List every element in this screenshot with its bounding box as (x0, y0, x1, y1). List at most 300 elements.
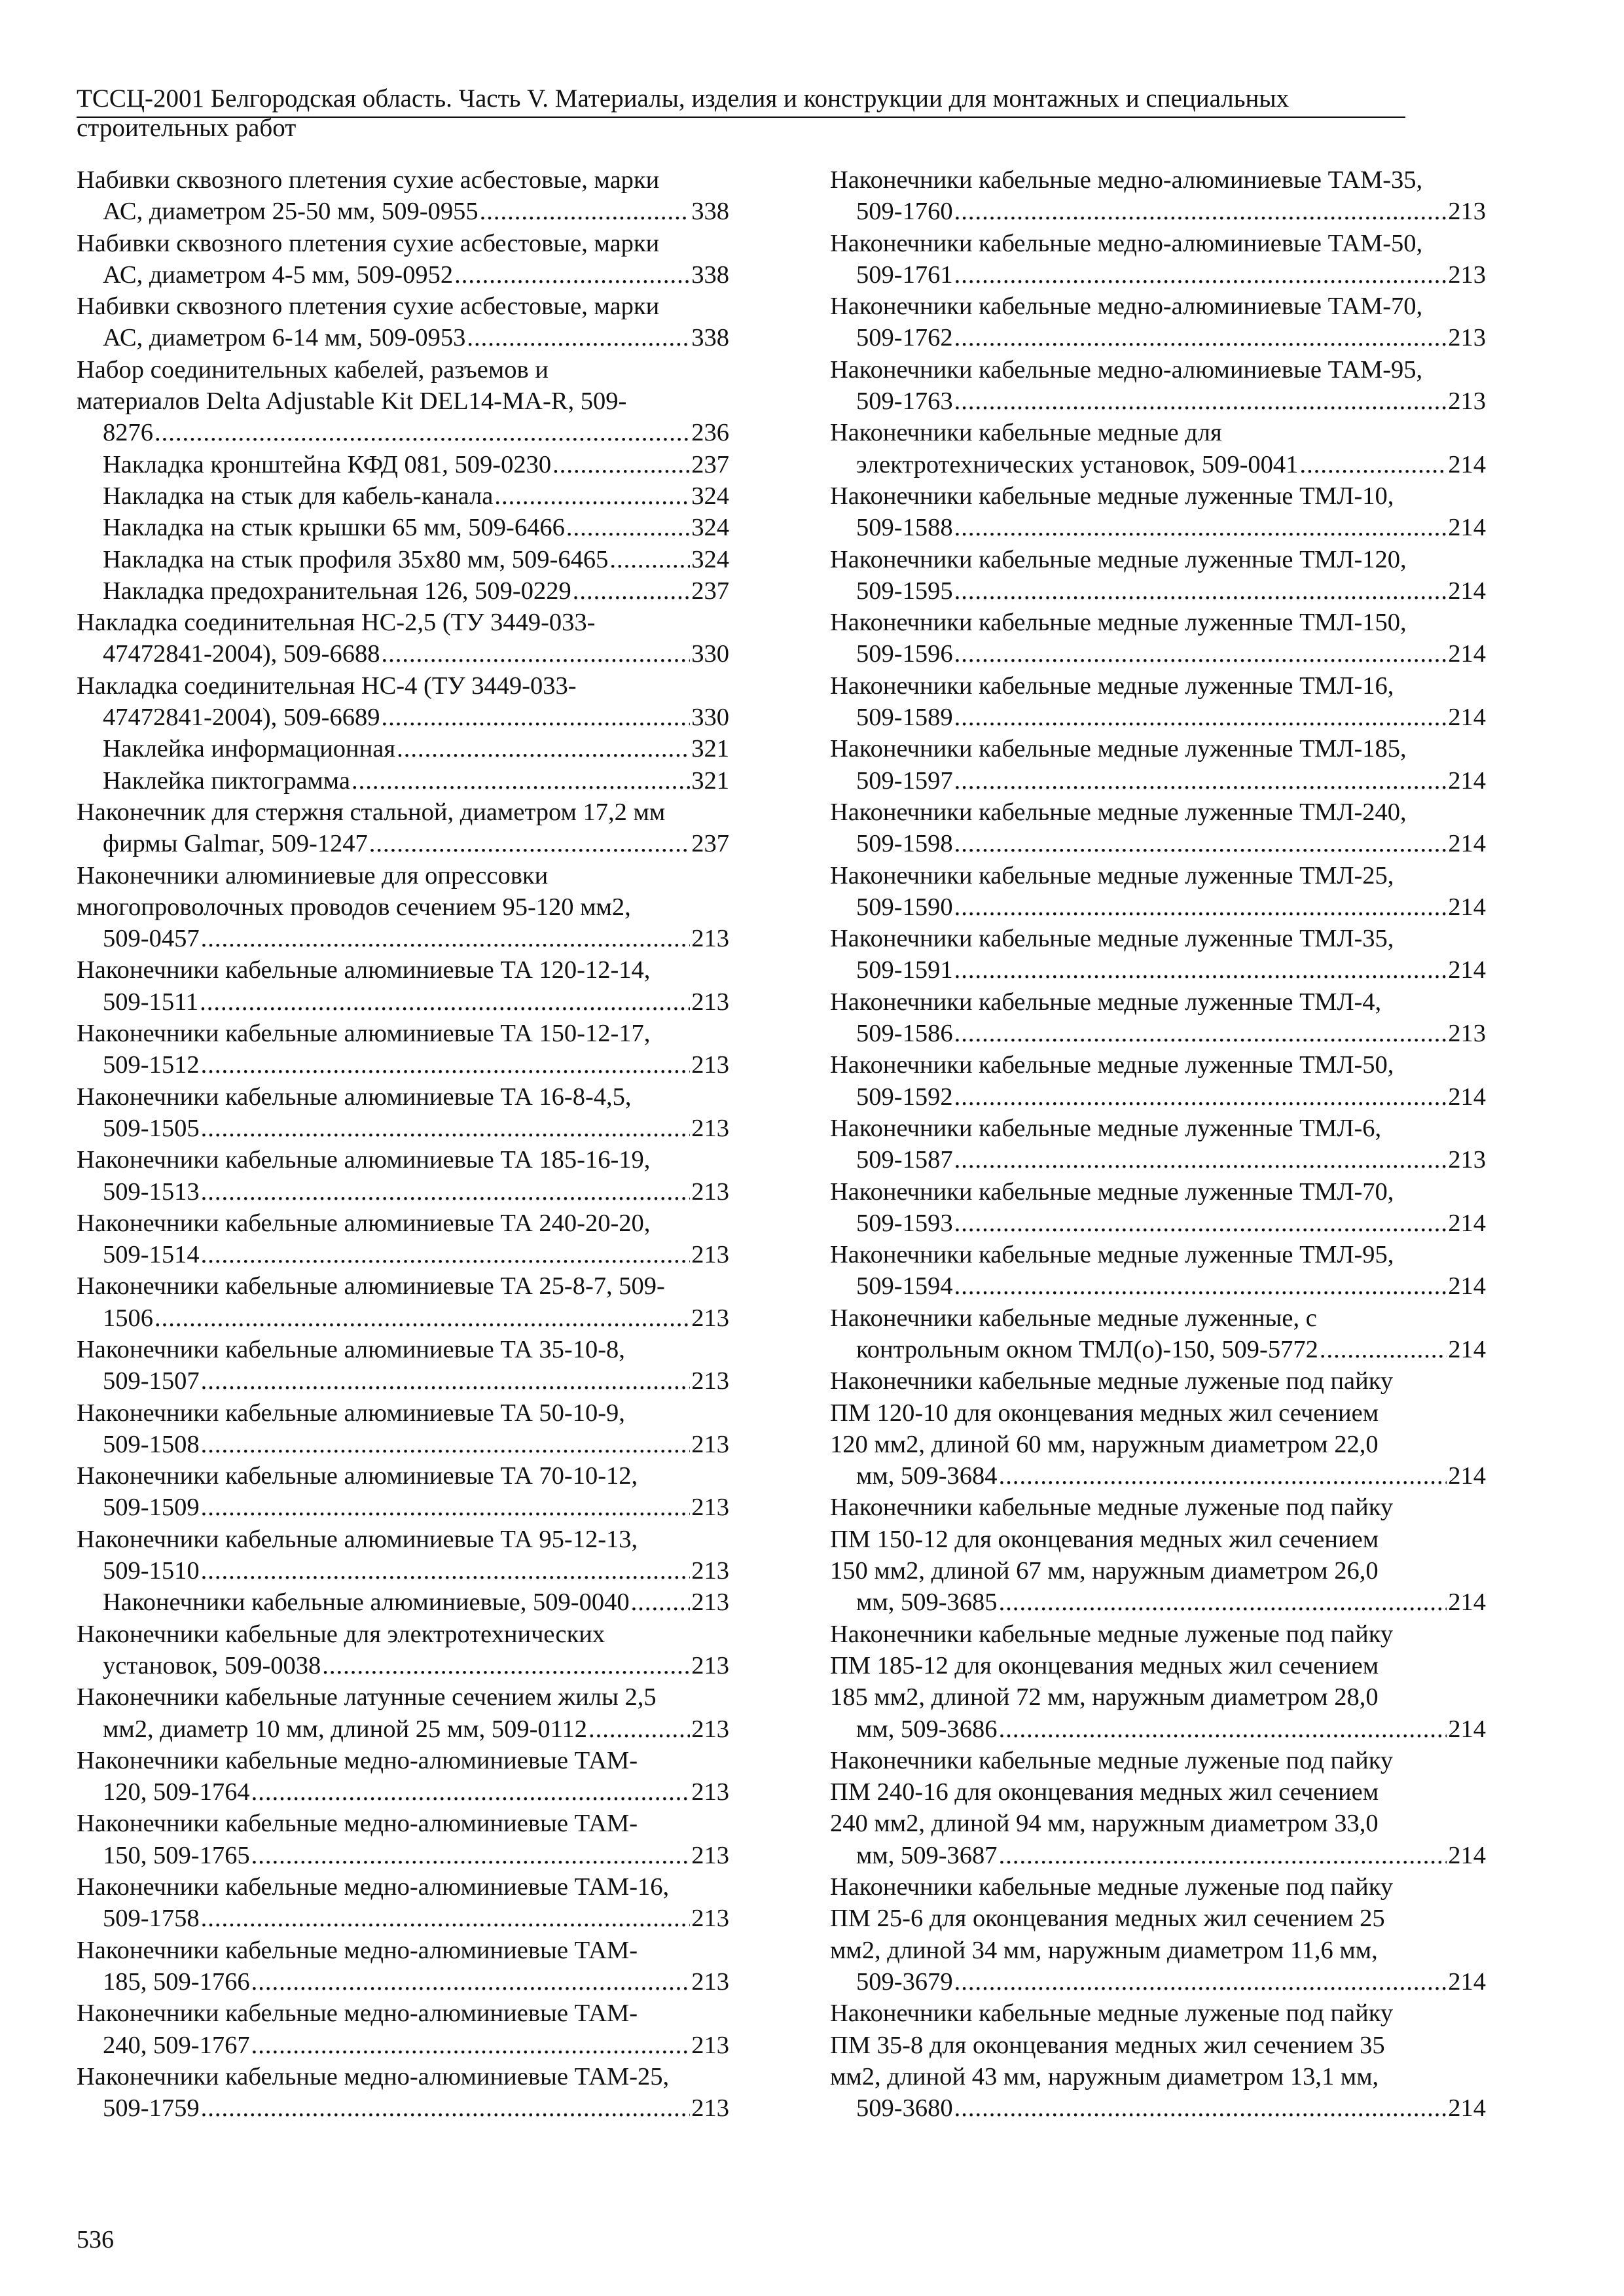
index-entry (77, 1018, 729, 1081)
index-entry-text: Наконечники кабельные медно-алюминиевые ТАМ- (77, 2000, 638, 2028)
index-entry (77, 1524, 729, 1587)
index-entry-text: 509-1508 (103, 1430, 200, 1458)
index-entry-text: фирмы Galmar, 509-1247 (103, 830, 368, 858)
index-entry-text: Наконечники кабельные латунные сечением жилы 2,5 (77, 1683, 657, 1712)
index-entry-text: Наконечники кабельные медные луженые под пайку (830, 1746, 1394, 1774)
index-entry (77, 575, 729, 607)
index-entry-text: Наклейка пиктограмма (103, 766, 350, 795)
index-entry-text: 1506 (103, 1304, 153, 1332)
index-entry-text: Наконечники кабельные медные луженные ТМЛ-70, (830, 1177, 1394, 1206)
index-entry-page: 213 (1448, 324, 1486, 352)
index-entry (830, 1492, 1486, 1618)
index-entry-page: 338 (691, 198, 729, 226)
index-entry-text: 240 мм2, длиной 94 мм, наружным диаметром 33,0 (830, 1810, 1379, 1838)
index-entry (77, 1208, 729, 1271)
index-entry-page: 213 (1448, 1020, 1486, 1048)
dot-leader (954, 512, 1447, 543)
index-entry-text: 509-1593 (856, 1209, 953, 1237)
index-entry-text: 509-1763 (856, 387, 953, 416)
index-column-right (830, 164, 1486, 2124)
index-entry-text: 509-1512 (103, 1051, 200, 1079)
index-entry-text: Накладка на стык профиля 35х80 мм, 509-6465 (103, 545, 609, 573)
index-entry-page: 214 (1448, 956, 1486, 984)
index-entry-text: 47472841-2004), 509-6688 (103, 640, 380, 668)
index-entry-page: 214 (1448, 450, 1486, 478)
index-entry (77, 512, 729, 543)
index-entry (830, 1998, 1486, 2124)
dot-leader (480, 196, 691, 227)
index-entry-text: 120 мм2, длиной 60 мм, наружным диаметром 22,0 (830, 1430, 1379, 1458)
index-entry-page: 214 (1448, 766, 1486, 795)
index-entry-text: Наконечники кабельные медно-алюминиевые ТАМ-95, (830, 355, 1423, 384)
dot-leader (573, 575, 691, 607)
index-entry-text: 509-1595 (856, 577, 953, 605)
index-entry (77, 1681, 729, 1745)
dot-leader (954, 259, 1447, 291)
index-entry-page: 213 (691, 1841, 729, 1869)
index-entry-page: 214 (1448, 1272, 1486, 1300)
dot-leader (954, 828, 1447, 859)
index-entry-page: 213 (1448, 387, 1486, 416)
index-entry (830, 228, 1486, 291)
index-entry (77, 860, 729, 955)
index-entry-text: многопроволочных проводов сечением 95-120 мм2, (77, 893, 631, 921)
index-entry-text: Наконечники кабельные медно-алюминиевые ТАМ-70, (830, 293, 1423, 321)
index-entry-text: 509-1514 (103, 1241, 200, 1269)
dot-leader (201, 923, 691, 954)
index-entry-text: 185 мм2, длиной 72 мм, наружным диаметром 28,0 (830, 1683, 1379, 1712)
index-entry-text: контрольным окном ТМЛ(о)-150, 509-5772 (856, 1335, 1318, 1363)
index-entry-page: 213 (691, 925, 729, 953)
index-entry-text: установок, 509-0038 (103, 1651, 321, 1679)
index-entry-page: 214 (1448, 1967, 1486, 1996)
index-entry-text: ПМ 240-16 для оконцевания медных жил сечением (830, 1778, 1379, 1806)
index-entry (77, 544, 729, 575)
index-entry-page: 214 (1448, 1462, 1486, 1490)
dot-leader (631, 1587, 691, 1618)
dot-leader (999, 1840, 1447, 1871)
index-entry-page: 213 (691, 1651, 729, 1679)
dot-leader (954, 1208, 1447, 1239)
dot-leader (954, 2092, 1447, 2124)
index-entry (830, 1176, 1486, 1240)
dot-leader (954, 765, 1447, 797)
index-entry-text: Наконечники кабельные медные луженные, с (830, 1304, 1317, 1332)
index-entry (77, 2061, 729, 2125)
index-entry-page: 213 (691, 1905, 729, 1933)
index-entry-text: Набор соединительных кабелей, разъемов и (77, 355, 549, 384)
index-entry-text: Наклейка информационная (103, 735, 396, 763)
index-entry-text: Наконечники кабельные медные луженные ТМЛ-240, (830, 798, 1407, 826)
index-entry-text: 509-1759 (103, 2094, 200, 2123)
index-entry (77, 765, 729, 797)
index-entry (77, 954, 729, 1018)
index-entry (77, 1745, 729, 1808)
index-entry (77, 291, 729, 354)
dot-leader (1299, 449, 1447, 480)
index-entry-text: ПМ 35-8 для оконцевания медных жил сечением 35 (830, 2031, 1385, 2059)
index-entry-text: Набивки сквозного плетения сухие асбестовые, марки (77, 293, 660, 321)
index-entry-page: 214 (1448, 1335, 1486, 1363)
dot-leader (201, 2092, 691, 2124)
index-entry-text: 120, 509-1764 (103, 1778, 250, 1806)
index-entry-text: Наконечники кабельные медные луженные ТМЛ-25, (830, 861, 1394, 889)
index-entry-text: Наконечники кабельные медные луженные ТМЛ-35, (830, 925, 1394, 953)
dot-leader (201, 1429, 691, 1460)
dot-leader (381, 702, 690, 733)
index-entry-page: 213 (691, 1177, 729, 1206)
index-entry-text: Набивки сквозного плетения сухие асбестовые, марки (77, 229, 660, 257)
index-entry (77, 607, 729, 670)
index-entry-text: 509-1505 (103, 1114, 200, 1142)
index-entry-text: Наконечники кабельные медные для (830, 419, 1222, 447)
dot-leader (201, 1176, 691, 1208)
index-entry-text: 509-1591 (856, 956, 953, 984)
index-entry (77, 1619, 729, 1682)
index-entry-text: 509-1758 (103, 1905, 200, 1933)
dot-leader (322, 1650, 690, 1681)
index-entry-text: мм2, диаметр 10 мм, длиной 25 мм, 509-0112 (103, 1715, 587, 1743)
dot-leader (201, 1492, 691, 1523)
index-entry-page: 237 (691, 830, 729, 858)
dot-leader (201, 1365, 691, 1397)
index-entry-text: 240, 509-1767 (103, 2031, 250, 2059)
index-entry (77, 1460, 729, 1524)
index-entry-text: АС, диаметром 6-14 мм, 509-0953 (103, 324, 466, 352)
index-entry-page: 213 (691, 1051, 729, 1079)
index-entry-page: 214 (1448, 514, 1486, 542)
index-entry (830, 670, 1486, 734)
index-entry (830, 986, 1486, 1050)
index-entry (77, 1935, 729, 1998)
dot-leader (999, 1713, 1447, 1745)
index-entry-text: Накладка соединительная НС-2,5 (ТУ 3449-033- (77, 609, 596, 637)
index-entry (77, 228, 729, 291)
index-entry-text: мм, 509-3684 (856, 1462, 998, 1490)
index-entry-text: Набивки сквозного плетения сухие асбестовые, марки (77, 166, 660, 194)
dot-leader (352, 765, 690, 797)
index-entry-text: Наконечники кабельные медно-алюминиевые ТАМ- (77, 1810, 638, 1838)
dot-leader (954, 1081, 1447, 1113)
index-entry-text: материалов Delta Adjustable Kit DEL14-MA-R, 509- (77, 387, 627, 416)
index-entry (830, 733, 1486, 797)
index-entry-text: Наконечники кабельные алюминиевые ТА 50-10-9, (77, 1399, 625, 1427)
header-line-1: ТССЦ-2001 Белгородская область. Часть V. Материалы, изделия и конструкции для монтажных и специальных (77, 84, 1290, 113)
index-entry (77, 1808, 729, 1871)
index-entry-page: 214 (1448, 1841, 1486, 1869)
index-entry-page: 214 (1448, 1588, 1486, 1617)
index-entry-text: АС, диаметром 25-50 мм, 509-0955 (103, 198, 478, 226)
index-entry-text: 185, 509-1766 (103, 1967, 250, 1996)
index-entry (830, 480, 1486, 544)
index-entry-page: 213 (691, 1114, 729, 1142)
index-entry-page: 321 (691, 766, 729, 795)
index-entry-page: 213 (691, 1557, 729, 1585)
index-entry-page: 324 (691, 545, 729, 573)
index-entry-text: Наконечники кабельные медные луженые под пайку (830, 1620, 1394, 1648)
index-entry-page: 214 (1448, 1715, 1486, 1743)
dot-leader (454, 259, 690, 291)
dot-leader (566, 512, 690, 543)
dot-leader (200, 986, 690, 1018)
index-entry (77, 1334, 729, 1397)
dot-leader (369, 828, 690, 859)
dot-leader (201, 1555, 691, 1587)
index-entry-text: Наконечники кабельные медно-алюминиевые ТАМ-50, (830, 229, 1423, 257)
index-entry-page: 213 (691, 1967, 729, 1996)
index-entry-text: Наконечники кабельные алюминиевые, 509-0040 (103, 1588, 630, 1617)
header-rule (77, 117, 1405, 118)
dot-leader (954, 322, 1447, 353)
index-entry-text: Наконечники кабельные медные луженные ТМЛ-120, (830, 545, 1407, 573)
dot-leader (954, 1144, 1447, 1175)
dot-leader (201, 1903, 691, 1934)
index-entry (830, 544, 1486, 607)
index-entry-text: Наконечники кабельные алюминиевые ТА 150-12-17, (77, 1020, 651, 1048)
index-entry-text: Наконечники кабельные медно-алюминиевые ТАМ-35, (830, 166, 1423, 194)
index-entry (830, 1113, 1486, 1176)
index-entry-text: Наконечники кабельные алюминиевые ТА 120-12-14, (77, 956, 651, 984)
index-entry (77, 354, 729, 449)
index-entry-text: 150, 509-1765 (103, 1841, 250, 1869)
index-entry (77, 1998, 729, 2061)
index-entry-page: 213 (1448, 198, 1486, 226)
dot-leader (954, 954, 1447, 986)
index-entry-page: 324 (691, 514, 729, 542)
index-entry-text: Наконечники кабельные алюминиевые ТА 25-8-7, 509- (77, 1272, 665, 1300)
index-entry-page: 237 (691, 450, 729, 478)
index-entry-page: 213 (691, 2094, 729, 2123)
index-entry-text: 509-1588 (856, 514, 953, 542)
index-entry-text: мм2, длиной 43 мм, наружным диаметром 13,1 мм, (830, 2062, 1379, 2090)
index-entry-text: мм, 509-3685 (856, 1588, 998, 1617)
index-entry-text: АС, диаметром 4-5 мм, 509-0952 (103, 260, 454, 289)
index-entry-text: 509-1589 (856, 704, 953, 732)
dot-leader (201, 1049, 691, 1081)
index-entry (830, 1302, 1486, 1366)
index-entry-text: Наконечники кабельные медные луженные ТМЛ-185, (830, 735, 1407, 763)
index-entry-text: Наконечники кабельные медные луженные ТМЛ-150, (830, 609, 1407, 637)
index-entry (830, 1365, 1486, 1492)
index-entry (77, 1081, 729, 1145)
index-entry-text: 509-1590 (856, 893, 953, 921)
index-entry (830, 1871, 1486, 1998)
index-entry-page: 237 (691, 577, 729, 605)
index-entry-page: 213 (691, 1241, 729, 1269)
index-entry (830, 923, 1486, 986)
index-entry-text: 509-1587 (856, 1146, 953, 1174)
index-entry-text: Наконечники кабельные медные луженные ТМЛ-10, (830, 482, 1394, 510)
index-entry-page: 213 (691, 1367, 729, 1395)
dot-leader (999, 1460, 1447, 1492)
index-entry-text: Наконечники кабельные медные луженые под пайку (830, 2000, 1394, 2028)
index-entry-page: 321 (691, 735, 729, 763)
index-entry-page: 214 (1448, 1083, 1486, 1111)
dot-leader (609, 544, 690, 575)
index-entry-text: 509-1586 (856, 1020, 953, 1048)
dot-leader (201, 1239, 691, 1270)
dot-leader (154, 417, 690, 448)
index-entry-text: Наконечники кабельные медные луженые под пайку (830, 1873, 1394, 1901)
index-entry-page: 213 (691, 1430, 729, 1458)
dot-leader (954, 1270, 1447, 1302)
index-entry-page: 214 (1448, 640, 1486, 668)
index-entry (77, 1144, 729, 1208)
index-entry-text: Наконечники кабельные медные луженые под пайку (830, 1367, 1394, 1395)
index-entry (77, 164, 729, 228)
dot-leader (954, 702, 1447, 733)
dot-leader (954, 196, 1447, 227)
index-entry (830, 417, 1486, 480)
index-entry-text: ПМ 185-12 для оконцевания медных жил сечением (830, 1651, 1379, 1679)
dot-leader (954, 386, 1447, 417)
index-entry (77, 797, 729, 860)
dot-leader (251, 1840, 691, 1871)
index-entry-page: 213 (1448, 260, 1486, 289)
index-entry-text: ПМ 25-6 для оконцевания медных жил сечением 25 (830, 1905, 1385, 1933)
index-entry-text: Наконечники кабельные для электротехнических (77, 1620, 605, 1648)
index-entry-text: 509-1760 (856, 198, 953, 226)
index-entry-text: Наконечники кабельные алюминиевые ТА 70-10-12, (77, 1462, 638, 1490)
running-header (77, 84, 1405, 143)
dot-leader (1320, 1334, 1447, 1365)
index-entry-text: мм, 509-3686 (856, 1715, 998, 1743)
index-entry (830, 607, 1486, 670)
index-entry-page: 324 (691, 482, 729, 510)
index-entry (77, 449, 729, 480)
index-entry (830, 1049, 1486, 1113)
index-entry (830, 164, 1486, 228)
index-entry-page: 338 (691, 260, 729, 289)
dot-leader (954, 638, 1447, 670)
dot-leader (954, 891, 1447, 923)
dot-leader (999, 1587, 1447, 1618)
index-entry-text: Накладка кронштейна КФД 081, 509-0230 (103, 450, 552, 478)
dot-leader (588, 1713, 690, 1745)
index-entry-text: Наконечники кабельные медно-алюминиевые ТАМ- (77, 1746, 638, 1774)
index-entry-page: 213 (691, 2031, 729, 2059)
index-entry-page: 213 (1448, 1146, 1486, 1174)
index-entry-page: 213 (691, 1778, 729, 1806)
index-entry-text: мм2, длиной 34 мм, наружным диаметром 11,6 мм, (830, 1936, 1378, 1964)
header-line-2: строительных работ (77, 114, 297, 142)
index-entry-text: Наконечники кабельные медно-алюминиевые ТАМ- (77, 1936, 638, 1964)
dot-leader (954, 1018, 1447, 1049)
index-entry-page: 214 (1448, 577, 1486, 605)
dot-leader (154, 1302, 690, 1334)
index-entry-text: Наконечники кабельные алюминиевые ТА 35-10-8, (77, 1335, 625, 1363)
index-entry-text: ПМ 120-10 для оконцевания медных жил сечением (830, 1399, 1379, 1427)
index-entry-text: Наконечники кабельные медно-алюминиевые ТАМ-16, (77, 1873, 670, 1901)
index-entry-page: 214 (1448, 704, 1486, 732)
index-entry (830, 797, 1486, 860)
index-entry-text: 509-1509 (103, 1494, 200, 1522)
index-entry-text: Наконечники кабельные медные луженные ТМЛ-50, (830, 1051, 1394, 1079)
dot-leader (251, 1966, 691, 1998)
index-entry-text: Накладка на стык для кабель-канала (103, 482, 494, 510)
index-entry-text: 509-3680 (856, 2094, 953, 2123)
index-entry-text: 150 мм2, длиной 67 мм, наружным диаметром 26,0 (830, 1557, 1379, 1585)
index-entry-page: 213 (691, 1494, 729, 1522)
index-entry (77, 733, 729, 764)
index-entry (830, 291, 1486, 354)
dot-leader (552, 449, 690, 480)
index-entry-text: мм, 509-3687 (856, 1841, 998, 1869)
index-entry-page: 213 (691, 1588, 729, 1617)
index-entry-text: 509-1513 (103, 1177, 200, 1206)
index-entry-text: 509-1510 (103, 1557, 200, 1585)
index-entry (77, 1270, 729, 1334)
index-entry-text: 8276 (103, 419, 153, 447)
index-entry-text: Наконечники кабельные алюминиевые ТА 95-12-13, (77, 1525, 638, 1553)
dot-leader (251, 2030, 691, 2061)
index-entry (830, 1239, 1486, 1302)
index-entry-text: 509-1598 (856, 830, 953, 858)
index-entry (830, 860, 1486, 924)
index-entry-text: ПМ 150-12 для оконцевания медных жил сечением (830, 1525, 1379, 1553)
dot-leader (494, 480, 690, 512)
index-entry-text: Наконечники алюминиевые для опрессовки (77, 861, 549, 889)
index-entry (830, 354, 1486, 418)
index-entry-page: 213 (691, 1715, 729, 1743)
index-entry-text: 509-1597 (856, 766, 953, 795)
index-entry-text: 509-1511 (103, 988, 199, 1016)
dot-leader (954, 1966, 1447, 1998)
index-entry-text: 509-1761 (856, 260, 953, 289)
index-entry-page: 214 (1448, 893, 1486, 921)
index-entry-text: Наконечники кабельные алюминиевые ТА 240-20-20, (77, 1209, 651, 1237)
index-entry-text: Наконечники кабельные медные луженые под пайку (830, 1494, 1394, 1522)
index-entry-page: 214 (1448, 1209, 1486, 1237)
index-column-left (77, 164, 729, 2124)
index-entry-page: 330 (691, 640, 729, 668)
index-entry-text: 509-1594 (856, 1272, 953, 1300)
index-entry (77, 1587, 729, 1618)
index-entry-text: Накладка на стык крышки 65 мм, 509-6466 (103, 514, 565, 542)
index-entry-page: 338 (691, 324, 729, 352)
index-entry-page: 213 (691, 988, 729, 1016)
index-entry-page: 236 (691, 419, 729, 447)
index-entry (77, 1871, 729, 1935)
index-entry-text: 509-1592 (856, 1083, 953, 1111)
index-entry-text: Наконечники кабельные алюминиевые ТА 16-8-4,5, (77, 1083, 632, 1111)
index-entry-text: Наконечник для стержня стальной, диаметром 17,2 мм (77, 798, 666, 826)
index-entry-text: 509-1507 (103, 1367, 200, 1395)
index-entry-text: 47472841-2004), 509-6689 (103, 704, 380, 732)
index-entry-page: 214 (1448, 830, 1486, 858)
dot-leader (397, 733, 690, 764)
index-entry (77, 1397, 729, 1461)
index-entry (830, 1619, 1486, 1745)
index-entry-text: Наконечники кабельные медные луженные ТМЛ-6, (830, 1114, 1382, 1142)
index-entry-text: Накладка соединительная НС-4 (ТУ 3449-033- (77, 672, 577, 700)
index-entry (77, 670, 729, 734)
index-entry-text: Наконечники кабельные медные луженные ТМЛ-4, (830, 988, 1382, 1016)
dot-leader (201, 1113, 691, 1144)
index-entry-text: Наконечники кабельные алюминиевые ТА 185-16-19, (77, 1146, 651, 1174)
index-entry-text: 509-0457 (103, 925, 200, 953)
index-entry-text: 509-1596 (856, 640, 953, 668)
dot-leader (954, 575, 1447, 607)
index-entry (830, 1745, 1486, 1871)
dot-leader (251, 1776, 691, 1808)
index-entry-page: 213 (691, 1304, 729, 1332)
index-entry (77, 480, 729, 512)
index-entry-text: Накладка предохранительная 126, 509-0229 (103, 577, 571, 605)
index-entry-text: Наконечники кабельные медные луженные ТМЛ-16, (830, 672, 1394, 700)
index-entry-page: 330 (691, 704, 729, 732)
index-entry-text: Наконечники кабельные медно-алюминиевые ТАМ-25, (77, 2062, 670, 2090)
